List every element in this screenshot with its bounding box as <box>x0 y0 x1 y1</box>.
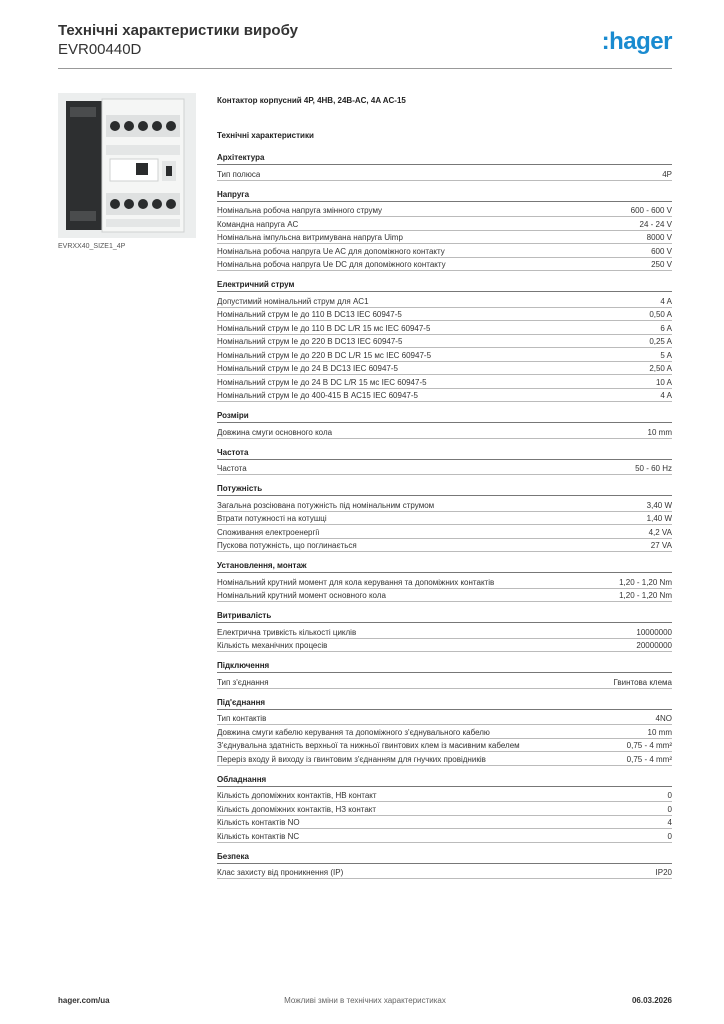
spec-value: 4NO <box>655 714 672 723</box>
spec-label: Тип полюса <box>217 169 261 179</box>
page-header <box>58 22 672 59</box>
spec-label: Номінальна робоча напруга Ue DC для допоміжного контакту <box>217 260 446 269</box>
spec-row <box>217 512 672 526</box>
hager-logo: :hager <box>601 28 672 55</box>
spec-value: 600 V <box>651 246 672 256</box>
spec-value: 50 - 60 Hz <box>635 464 672 473</box>
spec-row <box>217 539 672 553</box>
spec-label: Переріз входу й виходу із гвинтовим з'єднанням для гнучких провідників <box>217 754 486 764</box>
spec-value: Гвинтова клема <box>613 677 672 687</box>
spec-section <box>217 660 672 689</box>
spec-row <box>217 712 672 726</box>
spec-row <box>217 525 672 539</box>
spec-value: 20000000 <box>636 641 672 650</box>
spec-row <box>217 375 672 389</box>
spec-label: Номінальний струм Ie до 220 В DC L/R 15 мс IEC 60947-5 <box>217 350 432 360</box>
spec-value: 250 V <box>651 260 672 269</box>
spec-label: Тип контактів <box>217 714 267 723</box>
spec-label: Кількість допоміжних контактів, НВ контакт <box>217 791 377 800</box>
spec-label: Загальна розсіювана потужність під номінальним струмом <box>217 500 435 510</box>
spec-sections <box>217 152 672 879</box>
spec-value: 27 VA <box>650 541 672 550</box>
spec-row <box>217 425 672 439</box>
spec-value: 0 <box>667 791 672 800</box>
spec-value: 4 <box>667 818 672 827</box>
spec-row <box>217 389 672 403</box>
spec-row <box>217 625 672 639</box>
spec-label: Частота <box>217 464 247 473</box>
spec-label: Номінальна імпульсна витримувана напруга Uimp <box>217 233 403 242</box>
spec-row <box>217 789 672 803</box>
spec-value: 0,50 A <box>649 310 672 319</box>
spec-label: Довжина смуги кабелю керування та допоміжного з'єднувального кабелю <box>217 727 490 737</box>
spec-row <box>217 335 672 349</box>
spec-section <box>217 189 672 272</box>
product-code: EVR00440D <box>58 41 142 58</box>
spec-value: 4P <box>662 169 672 179</box>
spec-value: 10 A <box>655 377 672 387</box>
spec-value: 6 A <box>660 323 672 333</box>
spec-row <box>217 258 672 272</box>
spec-label: Кількість механічних процесів <box>217 641 328 650</box>
spec-section <box>217 279 672 402</box>
spec-label: Електрична тривкість кількості циклів <box>217 627 357 637</box>
spec-value: 3,40 W <box>646 500 672 510</box>
spec-value: 4 A <box>660 296 672 306</box>
spec-label: Кількість контактів NC <box>217 831 300 841</box>
section-heading: Обладнання <box>217 774 672 787</box>
spec-label: Номінальний струм Ie до 110 В DC13 IEC 60947-5 <box>217 310 402 319</box>
spec-row <box>217 244 672 258</box>
spec-row <box>217 725 672 739</box>
page-title: Технічні характеристики виробу <box>58 22 298 39</box>
spec-value: 2,50 A <box>649 364 672 373</box>
spec-row <box>217 802 672 816</box>
spec-value: 0,75 - 4 mm² <box>626 741 672 750</box>
spec-row <box>217 675 672 689</box>
section-heading: Розміри <box>217 410 672 423</box>
section-heading: Витривалість <box>217 610 672 623</box>
spec-label: Номінальний струм Ie до 24 В DC L/R 15 мс IEC 60947-5 <box>217 377 427 387</box>
product-image <box>58 93 196 238</box>
spec-row <box>217 498 672 512</box>
spec-value: 10 mm <box>647 727 672 737</box>
spec-row <box>217 589 672 603</box>
spec-value: 8000 V <box>646 233 672 242</box>
spec-section <box>217 410 672 439</box>
spec-label: Номінальний крутний момент основного кола <box>217 591 386 600</box>
spec-value: IP20 <box>655 868 672 877</box>
spec-row <box>217 462 672 476</box>
spec-section <box>217 610 672 652</box>
product-description: Контактор корпусний 4P, 4НВ, 24В-AC, 4A AC-15 <box>217 96 406 105</box>
header-divider <box>58 68 672 69</box>
section-heading: Установлення, монтаж <box>217 560 672 573</box>
footer-note: Можливі зміни в технічних характеристиках <box>284 996 446 1005</box>
spec-value: 4,2 VA <box>648 527 672 537</box>
section-heading: Архітектура <box>217 152 672 165</box>
spec-row <box>217 739 672 753</box>
spec-row <box>217 362 672 376</box>
spec-value: 1,40 W <box>646 514 672 523</box>
spec-label: Номінальний струм Ie до 220 В DC13 IEC 60947-5 <box>217 337 403 346</box>
spec-label: Номінальний струм Ie до 24 В DC13 IEC 60947-5 <box>217 364 398 373</box>
spec-value: 0 <box>667 831 672 841</box>
spec-label: Номінальний струм Ie до 110 В DC L/R 15 мс IEC 60947-5 <box>217 323 431 333</box>
spec-value: 0,25 A <box>649 337 672 346</box>
spec-label: Командна напруга AC <box>217 219 299 229</box>
spec-label: Номінальна робоча напруга Ue AC для допоміжного контакту <box>217 246 445 256</box>
spec-row <box>217 167 672 181</box>
section-heading: Електричний струм <box>217 279 672 292</box>
spec-value: 24 - 24 V <box>639 219 672 229</box>
contactor-drawing <box>58 93 196 238</box>
spec-row <box>217 231 672 245</box>
section-heading: Частота <box>217 447 672 460</box>
spec-label: Тип з'єднання <box>217 677 269 687</box>
spec-row <box>217 829 672 843</box>
spec-row <box>217 816 672 830</box>
section-heading: Напруга <box>217 189 672 202</box>
spec-value: 0,75 - 4 mm² <box>626 754 672 764</box>
footer-website[interactable]: hager.com/ua <box>58 996 110 1005</box>
spec-section <box>217 152 672 181</box>
spec-label: Клас захисту від проникнення (IP) <box>217 868 344 877</box>
spec-section <box>217 560 672 602</box>
spec-value: 10 mm <box>647 427 672 437</box>
spec-label: Номінальний крутний момент для кола керування та допоміжних контактів <box>217 577 495 587</box>
spec-row <box>217 575 672 589</box>
spec-label: Номінальна робоча напруга змінного струму <box>217 206 383 215</box>
section-heading: Безпека <box>217 851 672 864</box>
spec-label: Втрати потужності на котушці <box>217 514 327 523</box>
spec-section <box>217 851 672 880</box>
footer-date: 06.03.2026 <box>631 996 672 1005</box>
spec-row <box>217 752 672 766</box>
spec-value: 5 A <box>660 350 672 360</box>
spec-row <box>217 866 672 880</box>
spec-label: Допустимий номінальний струм для AC1 <box>217 296 369 306</box>
spec-row <box>217 204 672 218</box>
section-heading: Під'єднання <box>217 697 672 710</box>
spec-label: Номінальний струм Ie до 400-415 В AC15 IEC 60947-5 <box>217 391 418 400</box>
spec-label: Кількість допоміжних контактів, НЗ контакт <box>217 804 377 814</box>
spec-label: Довжина смуги основного кола <box>217 427 333 437</box>
spec-row <box>217 348 672 362</box>
spec-value: 1,20 - 1,20 Nm <box>619 577 672 587</box>
spec-row <box>217 308 672 322</box>
spec-label: Кількість контактів NO <box>217 818 300 827</box>
spec-row <box>217 217 672 231</box>
spec-label: Споживання електроенергії <box>217 527 320 537</box>
section-heading: Підключення <box>217 660 672 673</box>
spec-value: 10000000 <box>636 627 672 637</box>
spec-content <box>217 95 672 887</box>
spec-section <box>217 483 672 552</box>
spec-label: Пускова потужність, що поглинається <box>217 541 357 550</box>
spec-value: 600 - 600 V <box>630 206 672 215</box>
spec-row <box>217 639 672 653</box>
spec-value: 4 A <box>660 391 672 400</box>
spec-value: 0 <box>667 804 672 814</box>
spec-label: З'єднувальна здатність верхньої та нижньої гвинтових клем із масивним кабелем <box>217 741 520 750</box>
spec-section <box>217 774 672 843</box>
spec-row <box>217 321 672 335</box>
tech-specs-title: Технічні характеристики <box>217 131 314 140</box>
section-heading: Потужність <box>217 483 672 496</box>
spec-section <box>217 447 672 476</box>
image-caption: EVRXX40_SIZE1_4P <box>58 243 126 250</box>
spec-value: 1,20 - 1,20 Nm <box>619 591 672 600</box>
spec-section <box>217 697 672 766</box>
spec-row <box>217 294 672 308</box>
